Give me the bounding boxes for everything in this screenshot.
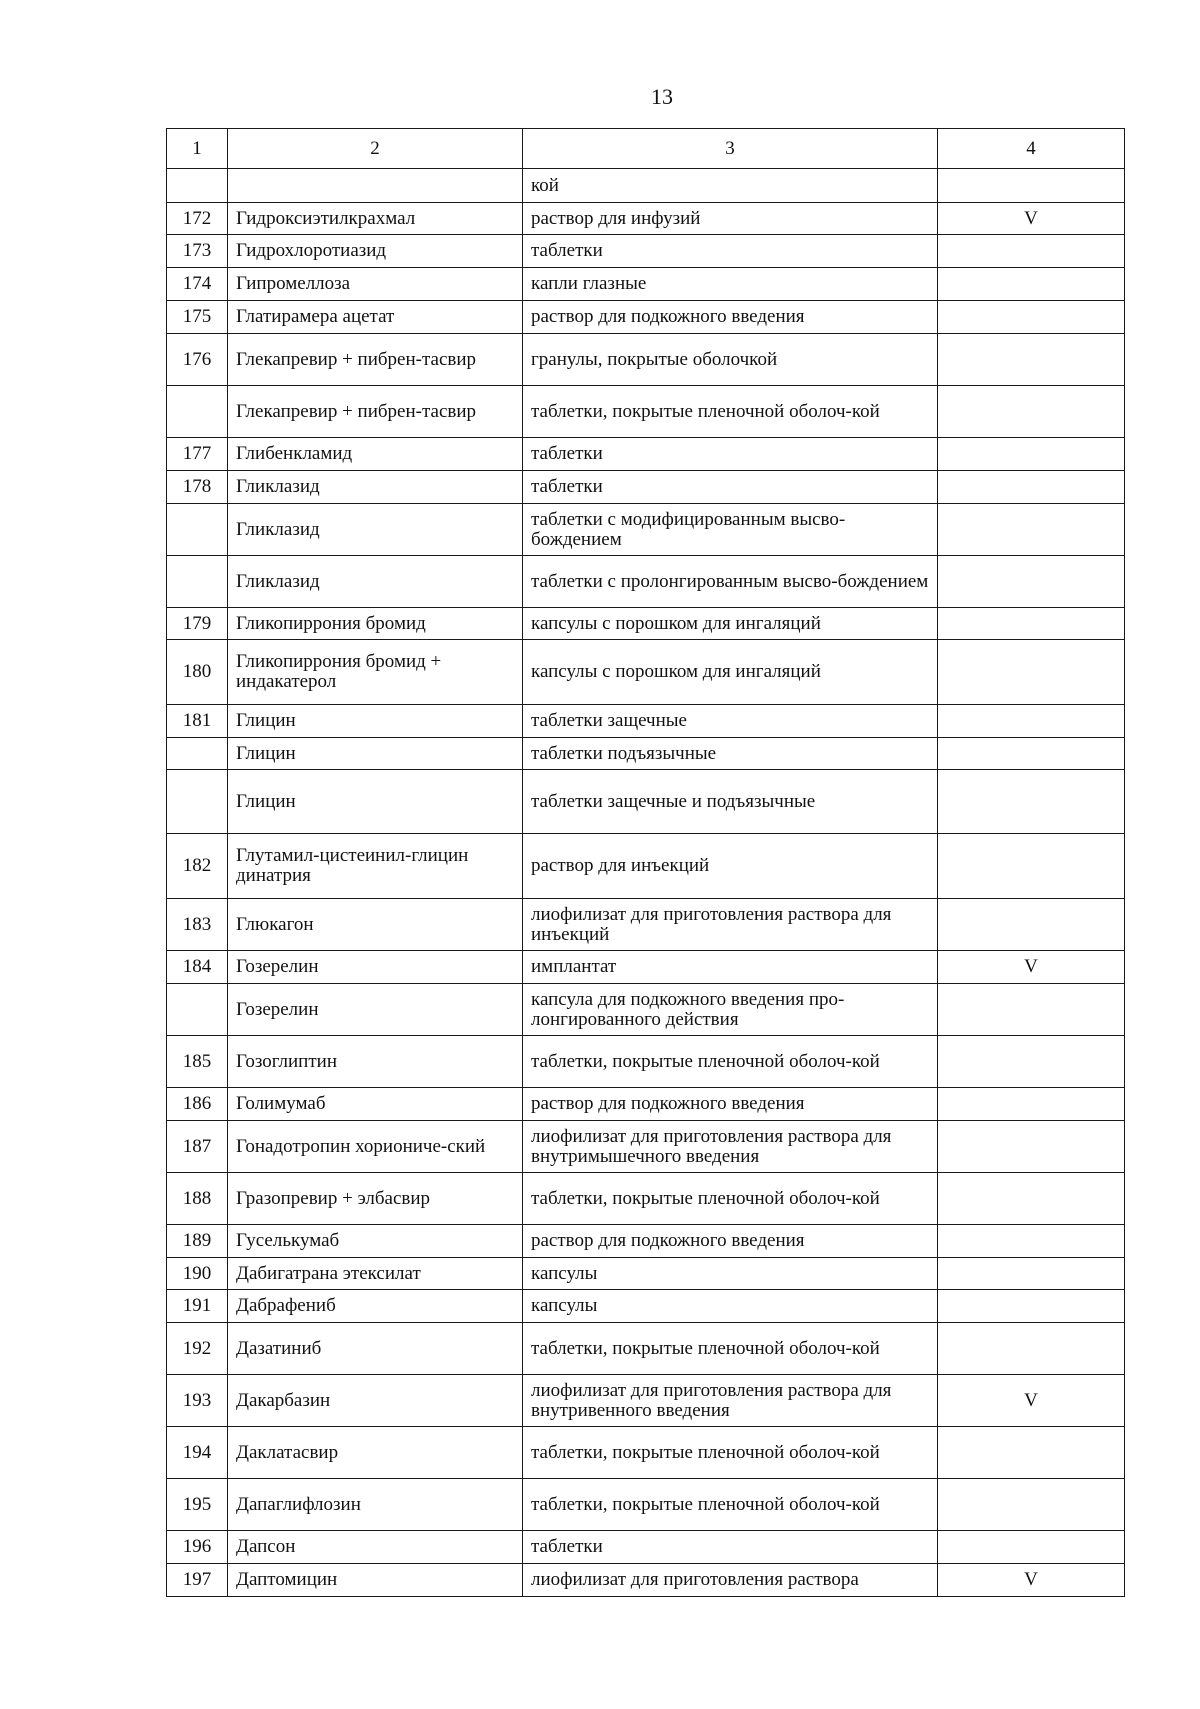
row-number: 174: [167, 268, 228, 301]
table-row: [167, 438, 1125, 471]
row-number: 181: [167, 705, 228, 738]
v-mark: [938, 268, 1125, 301]
row-number: [167, 738, 228, 770]
v-mark: [938, 301, 1125, 334]
header-col-3: 3: [523, 129, 938, 169]
row-number: 185: [167, 1036, 228, 1088]
drug-name: Гидрохлоротиазид: [228, 235, 523, 268]
row-number: 182: [167, 834, 228, 899]
drug-name: Дабрафениб: [228, 1290, 523, 1323]
dosage-form: капсулы с порошком для ингаляций: [523, 608, 938, 640]
dosage-form: раствор для инфузий: [523, 203, 938, 235]
row-number: 197: [167, 1564, 228, 1597]
row-number: 188: [167, 1173, 228, 1225]
header-col-2: 2: [228, 129, 523, 169]
table-row: [167, 1564, 1125, 1597]
drug-name: [228, 169, 523, 203]
v-mark: V: [938, 1375, 1125, 1427]
dosage-form: таблетки защечные и подъязычные: [523, 770, 938, 834]
v-mark: [938, 169, 1125, 203]
row-number: [167, 386, 228, 438]
row-number: 186: [167, 1088, 228, 1121]
drug-table: [166, 128, 1125, 1597]
drug-name: Гликлазид: [228, 556, 523, 608]
v-mark: [938, 640, 1125, 705]
v-mark: [938, 705, 1125, 738]
drug-name: Гозерелин: [228, 951, 523, 984]
table-row: [167, 235, 1125, 268]
row-number: [167, 504, 228, 556]
v-mark: [938, 1121, 1125, 1173]
drug-name: Дазатиниб: [228, 1323, 523, 1375]
drug-name: Глекапревир + пибрен-тасвир: [228, 386, 523, 438]
dosage-form: таблетки, покрытые пленочной оболоч-кой: [523, 1479, 938, 1531]
drug-name: Гликлазид: [228, 471, 523, 504]
drug-name: Даклатасвир: [228, 1427, 523, 1479]
v-mark: V: [938, 1564, 1125, 1597]
table-row: [167, 556, 1125, 608]
dosage-form: раствор для подкожного введения: [523, 1225, 938, 1258]
table-row: [167, 471, 1125, 504]
table-row: [167, 951, 1125, 984]
v-mark: V: [938, 951, 1125, 984]
drug-name: Гидроксиэтилкрахмал: [228, 203, 523, 235]
dosage-form: таблетки: [523, 1531, 938, 1564]
v-mark: [938, 1258, 1125, 1290]
drug-name: Глутамил-цистеинил-глицин динатрия: [228, 834, 523, 899]
dosage-form: таблетки подъязычные: [523, 738, 938, 770]
table-row: [167, 608, 1125, 640]
v-mark: [938, 1173, 1125, 1225]
table-row: [167, 1427, 1125, 1479]
dosage-form: раствор для подкожного введения: [523, 1088, 938, 1121]
v-mark: [938, 1290, 1125, 1323]
dosage-form: капли глазные: [523, 268, 938, 301]
dosage-form: таблетки с пролонгированным высво-бождением: [523, 556, 938, 608]
table-row: [167, 738, 1125, 770]
dosage-form: кой: [523, 169, 938, 203]
drug-name: Глицин: [228, 705, 523, 738]
dosage-form: таблетки с модифицированным высво-бождением: [523, 504, 938, 556]
dosage-form: таблетки, покрытые пленочной оболоч-кой: [523, 1427, 938, 1479]
table-row: [167, 1225, 1125, 1258]
dosage-form: лиофилизат для приготовления раствора для инъекций: [523, 899, 938, 951]
drug-name: Глицин: [228, 738, 523, 770]
table-row: [167, 984, 1125, 1036]
dosage-form: таблетки, покрытые пленочной оболоч-кой: [523, 1323, 938, 1375]
v-mark: [938, 770, 1125, 834]
table-row: [167, 1036, 1125, 1088]
dosage-form: таблетки, покрытые пленочной оболоч-кой: [523, 1036, 938, 1088]
v-mark: [938, 1225, 1125, 1258]
drug-name: Даптомицин: [228, 1564, 523, 1597]
v-mark: [938, 556, 1125, 608]
v-mark: [938, 1479, 1125, 1531]
row-number: 180: [167, 640, 228, 705]
table-row: [167, 770, 1125, 834]
row-number: 192: [167, 1323, 228, 1375]
row-number: 179: [167, 608, 228, 640]
dosage-form: таблетки: [523, 438, 938, 471]
table-row: [167, 504, 1125, 556]
v-mark: [938, 235, 1125, 268]
row-number: 175: [167, 301, 228, 334]
row-number: 177: [167, 438, 228, 471]
dosage-form: таблетки: [523, 235, 938, 268]
row-number: 193: [167, 1375, 228, 1427]
table-row: [167, 1323, 1125, 1375]
drug-name: Глатирамера ацетат: [228, 301, 523, 334]
table-row: [167, 1375, 1125, 1427]
row-number: 194: [167, 1427, 228, 1479]
drug-name: Дапаглифлозин: [228, 1479, 523, 1531]
header-row: [167, 129, 1125, 169]
row-number: 191: [167, 1290, 228, 1323]
dosage-form: имплантат: [523, 951, 938, 984]
drug-name: Голимумаб: [228, 1088, 523, 1121]
header-col-4: 4: [938, 129, 1125, 169]
table-row: [167, 301, 1125, 334]
v-mark: [938, 1531, 1125, 1564]
dosage-form: раствор для подкожного введения: [523, 301, 938, 334]
row-number: 190: [167, 1258, 228, 1290]
row-number: 173: [167, 235, 228, 268]
drug-name: Дакарбазин: [228, 1375, 523, 1427]
dosage-form: капсулы: [523, 1258, 938, 1290]
table-row: [167, 1258, 1125, 1290]
drug-name: Гонадотропин хориониче-ский: [228, 1121, 523, 1173]
row-number: [167, 984, 228, 1036]
table-row: [167, 1173, 1125, 1225]
table-row: [167, 1479, 1125, 1531]
table-row: [167, 334, 1125, 386]
drug-name: Гликопиррония бромид: [228, 608, 523, 640]
row-number: [167, 770, 228, 834]
dosage-form: капсулы: [523, 1290, 938, 1323]
v-mark: [938, 1088, 1125, 1121]
v-mark: [938, 984, 1125, 1036]
drug-name: Гликопиррония бромид + индакатерол: [228, 640, 523, 705]
v-mark: [938, 608, 1125, 640]
drug-name: Глюкагон: [228, 899, 523, 951]
v-mark: [938, 334, 1125, 386]
v-mark: [938, 504, 1125, 556]
table-row: [167, 705, 1125, 738]
row-number: [167, 556, 228, 608]
table-row: [167, 640, 1125, 705]
dosage-form: раствор для инъекций: [523, 834, 938, 899]
dosage-form: лиофилизат для приготовления раствора для внутримышечного введения: [523, 1121, 938, 1173]
table-row: [167, 1290, 1125, 1323]
table-row: [167, 203, 1125, 235]
table-row: [167, 834, 1125, 899]
dosage-form: таблетки защечные: [523, 705, 938, 738]
dosage-form: таблетки, покрытые пленочной оболоч-кой: [523, 386, 938, 438]
table-row: [167, 1531, 1125, 1564]
page-number: 13: [651, 84, 673, 109]
v-mark: [938, 386, 1125, 438]
table-row: [167, 169, 1125, 203]
v-mark: [938, 834, 1125, 899]
table-row: [167, 386, 1125, 438]
row-number: 187: [167, 1121, 228, 1173]
row-number: 189: [167, 1225, 228, 1258]
dosage-form: гранулы, покрытые оболочкой: [523, 334, 938, 386]
row-number: 195: [167, 1479, 228, 1531]
v-mark: [938, 1036, 1125, 1088]
row-number: 178: [167, 471, 228, 504]
row-number: 172: [167, 203, 228, 235]
table-row: [167, 1088, 1125, 1121]
v-mark: [938, 438, 1125, 471]
header-col-1: 1: [167, 129, 228, 169]
v-mark: [938, 738, 1125, 770]
row-number: [167, 169, 228, 203]
dosage-form: лиофилизат для приготовления раствора для внутривенного введения: [523, 1375, 938, 1427]
dosage-form: капсула для подкожного введения про-лонгированного действия: [523, 984, 938, 1036]
v-mark: [938, 471, 1125, 504]
drug-name: Гликлазид: [228, 504, 523, 556]
drug-name: Дабигатрана этексилат: [228, 1258, 523, 1290]
drug-name: Глекапревир + пибрен-тасвир: [228, 334, 523, 386]
v-mark: [938, 1323, 1125, 1375]
dosage-form: таблетки, покрытые пленочной оболоч-кой: [523, 1173, 938, 1225]
v-mark: V: [938, 203, 1125, 235]
drug-name: Дапсон: [228, 1531, 523, 1564]
dosage-form: лиофилизат для приготовления раствора: [523, 1564, 938, 1597]
table-row: [167, 899, 1125, 951]
table-row: [167, 1121, 1125, 1173]
drug-name: Глибенкламид: [228, 438, 523, 471]
row-number: 184: [167, 951, 228, 984]
v-mark: [938, 899, 1125, 951]
table-row: [167, 268, 1125, 301]
drug-name: Гозерелин: [228, 984, 523, 1036]
dosage-form: капсулы с порошком для ингаляций: [523, 640, 938, 705]
row-number: 196: [167, 1531, 228, 1564]
drug-name: Гипромеллоза: [228, 268, 523, 301]
row-number: 183: [167, 899, 228, 951]
drug-name: Гуселькумаб: [228, 1225, 523, 1258]
dosage-form: таблетки: [523, 471, 938, 504]
row-number: 176: [167, 334, 228, 386]
drug-name: Глицин: [228, 770, 523, 834]
drug-name: Гозоглиптин: [228, 1036, 523, 1088]
drug-name: Гразопревир + элбасвир: [228, 1173, 523, 1225]
v-mark: [938, 1427, 1125, 1479]
